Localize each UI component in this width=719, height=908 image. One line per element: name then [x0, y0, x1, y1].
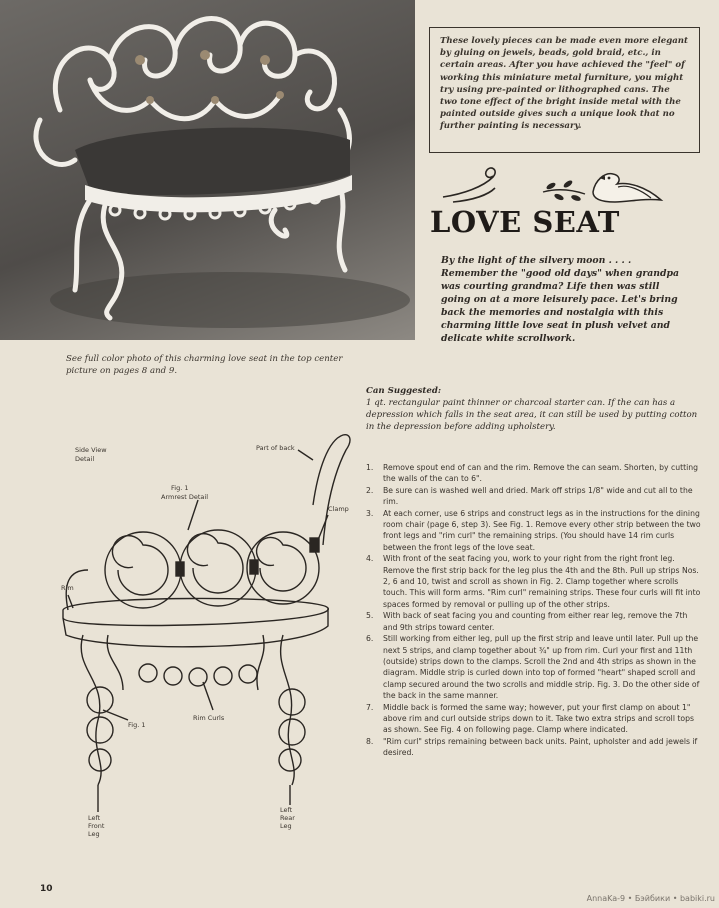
step-item	[366, 462, 703, 485]
seat-rim	[63, 598, 328, 625]
intro-subtitle: By the light of the silvery moon . . . . Remember the "good old days" when grandpa was courting grandma? Life then was still going on at a more leisurely pace. Let's bring back the memories and nostalgia with this charming little love seat in plush velvet and delicate white scrollwork.	[441, 255, 680, 344]
scroll-1	[105, 532, 181, 608]
watermark: AnnaKa-9 • Бэйбики • babiki.ru	[586, 894, 715, 903]
step-item	[366, 610, 703, 633]
label-armrest-detail: Armrest Detail	[161, 493, 209, 501]
step-text: At each corner, use 6 strips and construct legs as in the instructions for the dining room chair (page 6, step 3). See Fig. 1. Remove every other strip between the two front legs and "rim curl" the remaining strips. (You should have 14 rim curls between the front legs of the love seat.	[383, 508, 701, 552]
step-item	[366, 702, 703, 736]
label-side-view: Side View	[75, 446, 107, 454]
step-text: Remove spout end of can and the rim. Remove the can seam. Shorten, by cutting the walls of the can to 6".	[383, 463, 699, 484]
step-number: 3.	[366, 508, 374, 518]
label-rim-curls: Rim Curls	[193, 714, 225, 722]
cans-section	[366, 385, 703, 433]
label-left-front: Left	[88, 814, 101, 822]
olive-branch-icon	[543, 179, 585, 202]
label-left-rear: Left	[280, 806, 293, 814]
step-number: 6.	[366, 634, 374, 644]
scroll-2	[180, 530, 256, 606]
step-item	[366, 736, 703, 759]
step-text: Be sure can is washed well and dried. Mark off strips 1/8" wide and cut all to the rim.	[383, 485, 693, 507]
label-part-of-back: Part of back	[256, 444, 295, 452]
love-seat-illustration	[0, 0, 415, 340]
label-rim: Rim	[61, 584, 74, 592]
step-text: Still working from either leg, pull up the first strip and leave until later. Pull up the next 5 strips, and clamp together about ¾" up from rim. Curl your first and 11th (outside) strips down to the clamps. Scroll the 2nd and 4th strips as shown in the diagram. Middle strip is curled down into top of formed "heart" shaped scroll and clamp secured around the two scrolls and middle strip. Fig. 3. Do the other side of the back in the same manner.	[383, 634, 700, 701]
step-number: 2.	[366, 485, 374, 495]
step-item	[366, 553, 703, 610]
photo-caption: See full color photo of this charming love seat in the top center picture on pages 8 and 9.	[66, 354, 343, 376]
dove-icon	[593, 174, 661, 202]
page-title: LOVE SEAT	[430, 205, 620, 239]
step-text: Middle back is formed the same way; however, put your first clamp on about 1" above rim and curl outside strips down to it. Take two extra strips and scroll tops as shown. See Fig. 4 on following page. Clamp where indicated.	[383, 702, 695, 735]
label-detail: Detail	[75, 455, 95, 463]
step-number: 4.	[366, 554, 374, 564]
love-seat-photo	[0, 0, 415, 340]
step-text: "Rim curl" strips remaining between back units. Paint, upholster and add jewels if desired.	[383, 736, 698, 758]
back-post	[313, 435, 350, 545]
step-number: 8.	[366, 736, 374, 746]
intro-text: These lovely pieces can be made even more elegant by gluing on jewels, beads, gold braid, etc., in certain areas. After you have achieved the "feel" of working this miniature metal furniture, you might try using pre-painted or lithographed cans. The two tone effect of the bright inside metal with the painted outside gives such a unique look that no further painting is necessary.	[440, 36, 689, 132]
side-view-diagram	[28, 420, 368, 840]
swirl-icon	[443, 168, 495, 202]
label-fig1-top: Fig. 1	[171, 484, 189, 492]
cans-text: 1 qt. rectangular paint thinner or charcoal starter can. If the can has a depression which falls in the seat area, it can still be used by putting cotton in the depression before adding upholstery.	[366, 398, 698, 432]
instruction-steps	[366, 462, 703, 759]
step-item	[366, 633, 703, 701]
step-text: With back of seat facing you and counting from either rear leg, remove the 7th and 9th strips toward center.	[383, 611, 688, 632]
label-fig1-side: Fig. 1	[128, 721, 146, 729]
intro-box	[429, 27, 700, 153]
step-text: With front of the seat facing you, work to your right from the right front leg. Remove the first strip back for the leg plus the 4th and the 8th. Pull up strips Nos. 2, 6 and 10, twist and scroll as shown in Fig. 2. Clamp together where scrolls touch. This will form arms. "Rim curl" remaining strips. These four curls will fit into spaces formed by removal or pulling up of the other strips.	[383, 554, 701, 609]
label-front: Front	[88, 822, 105, 830]
step-item	[366, 485, 703, 508]
step-number: 7.	[366, 702, 374, 712]
cans-heading: Can Suggested:	[366, 386, 442, 396]
label-leg-front: Leg	[88, 830, 100, 838]
step-number: 5.	[366, 611, 374, 621]
label-leg-rear: Leg	[280, 822, 292, 830]
step-item	[366, 508, 703, 554]
label-clamp: Clamp	[328, 505, 349, 513]
label-rear: Rear	[280, 814, 295, 822]
step-number: 1.	[366, 463, 374, 472]
page-number: 10	[40, 884, 53, 894]
